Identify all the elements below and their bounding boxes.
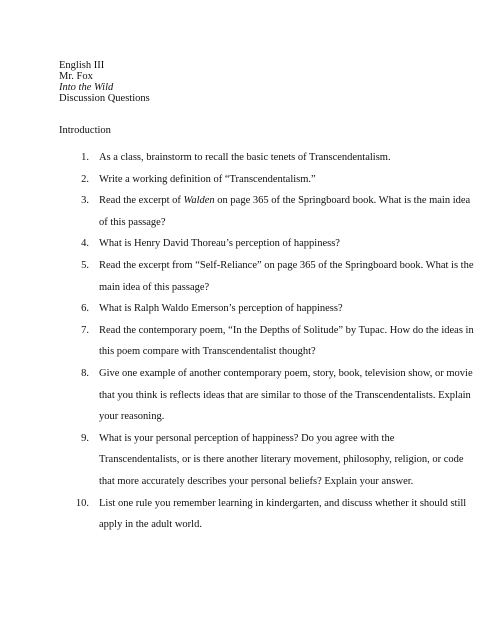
question-text-line bbox=[99, 498, 466, 510]
question-text: List one rule you remember learning in kindergarten, and discuss whether it should still bbox=[99, 497, 467, 509]
teacher-name: Mr. Fox bbox=[59, 71, 93, 82]
question-text: What is Henry David Thoreau’s perception of happiness? bbox=[99, 238, 340, 250]
question-text-line bbox=[99, 282, 209, 294]
question-text: Transcendentalists, or is there another literary movement, philosophy, religion, or code bbox=[99, 454, 464, 466]
question-text-line bbox=[99, 174, 316, 186]
question-text: on page 365 of the Springboard book. What is the main idea bbox=[214, 195, 471, 207]
question-text-line bbox=[99, 195, 470, 207]
question-text-line bbox=[99, 368, 473, 380]
question-number: 8. bbox=[81, 368, 89, 379]
question-text-line bbox=[99, 303, 343, 315]
question-text-line bbox=[99, 152, 391, 164]
question-text: this poem compare with Transcendentalist thought? bbox=[99, 346, 316, 358]
question-number: 6. bbox=[81, 303, 89, 315]
question-text: that more accurately describes your personal beliefs? Explain your answer. bbox=[99, 475, 414, 487]
question-text: As a class, brainstorm to recall the basic tenets of Transcendentalism. bbox=[99, 152, 391, 163]
question-text: of this passage? bbox=[99, 216, 166, 228]
question-text: your reasoning. bbox=[99, 411, 165, 423]
question-text-line bbox=[99, 325, 474, 337]
question-text-line bbox=[99, 346, 316, 358]
question-text-line bbox=[99, 519, 202, 531]
question-text: What is Ralph Waldo Emerson’s perception of happiness? bbox=[99, 303, 343, 315]
question-text-line bbox=[99, 390, 471, 402]
question-text-line bbox=[99, 238, 340, 250]
question-text: Write a working definition of “Transcendentalism.” bbox=[99, 173, 316, 185]
question-text: Give one example of another contemporary poem, story, book, television show, or movie bbox=[99, 368, 473, 379]
question-number: 7. bbox=[81, 324, 89, 336]
book-title: Into the Wild bbox=[59, 82, 114, 93]
question-text-line bbox=[99, 433, 394, 445]
question-text-line bbox=[99, 217, 165, 229]
section-title: Introduction bbox=[59, 125, 111, 136]
question-text: Read the excerpt of bbox=[99, 195, 184, 207]
question-text: Read the excerpt from “Self-Reliance” on page 365 of the Springboard book. What is the bbox=[99, 260, 474, 271]
document-type: Discussion Questions bbox=[59, 93, 150, 104]
question-text: main idea of this passage? bbox=[99, 281, 210, 293]
question-text-line bbox=[99, 454, 464, 466]
question-number: 2. bbox=[81, 173, 89, 185]
question-text: What is your personal perception of happiness? Do you agree with the bbox=[99, 432, 395, 444]
course-name: English III bbox=[59, 60, 105, 71]
question-number: 3. bbox=[81, 195, 89, 207]
question-text: Read the contemporary poem, “In the Depths of Solitude” by Tupac. How do the ideas in bbox=[99, 324, 474, 336]
question-number: 4. bbox=[81, 238, 89, 250]
book-reference: Walden bbox=[183, 195, 215, 207]
question-text-line bbox=[99, 476, 413, 488]
question-text-line bbox=[99, 260, 473, 272]
question-number: 10. bbox=[75, 497, 89, 509]
document-header bbox=[59, 60, 150, 104]
question-number: 5. bbox=[81, 260, 89, 271]
question-number: 9. bbox=[81, 432, 89, 444]
question-text: that you think is reflects ideas that are similar to those of the Transcendentalists. Explain bbox=[99, 389, 471, 401]
question-number: 1. bbox=[81, 152, 89, 163]
question-text-line bbox=[99, 411, 164, 423]
question-text: apply in the adult world. bbox=[99, 519, 202, 531]
